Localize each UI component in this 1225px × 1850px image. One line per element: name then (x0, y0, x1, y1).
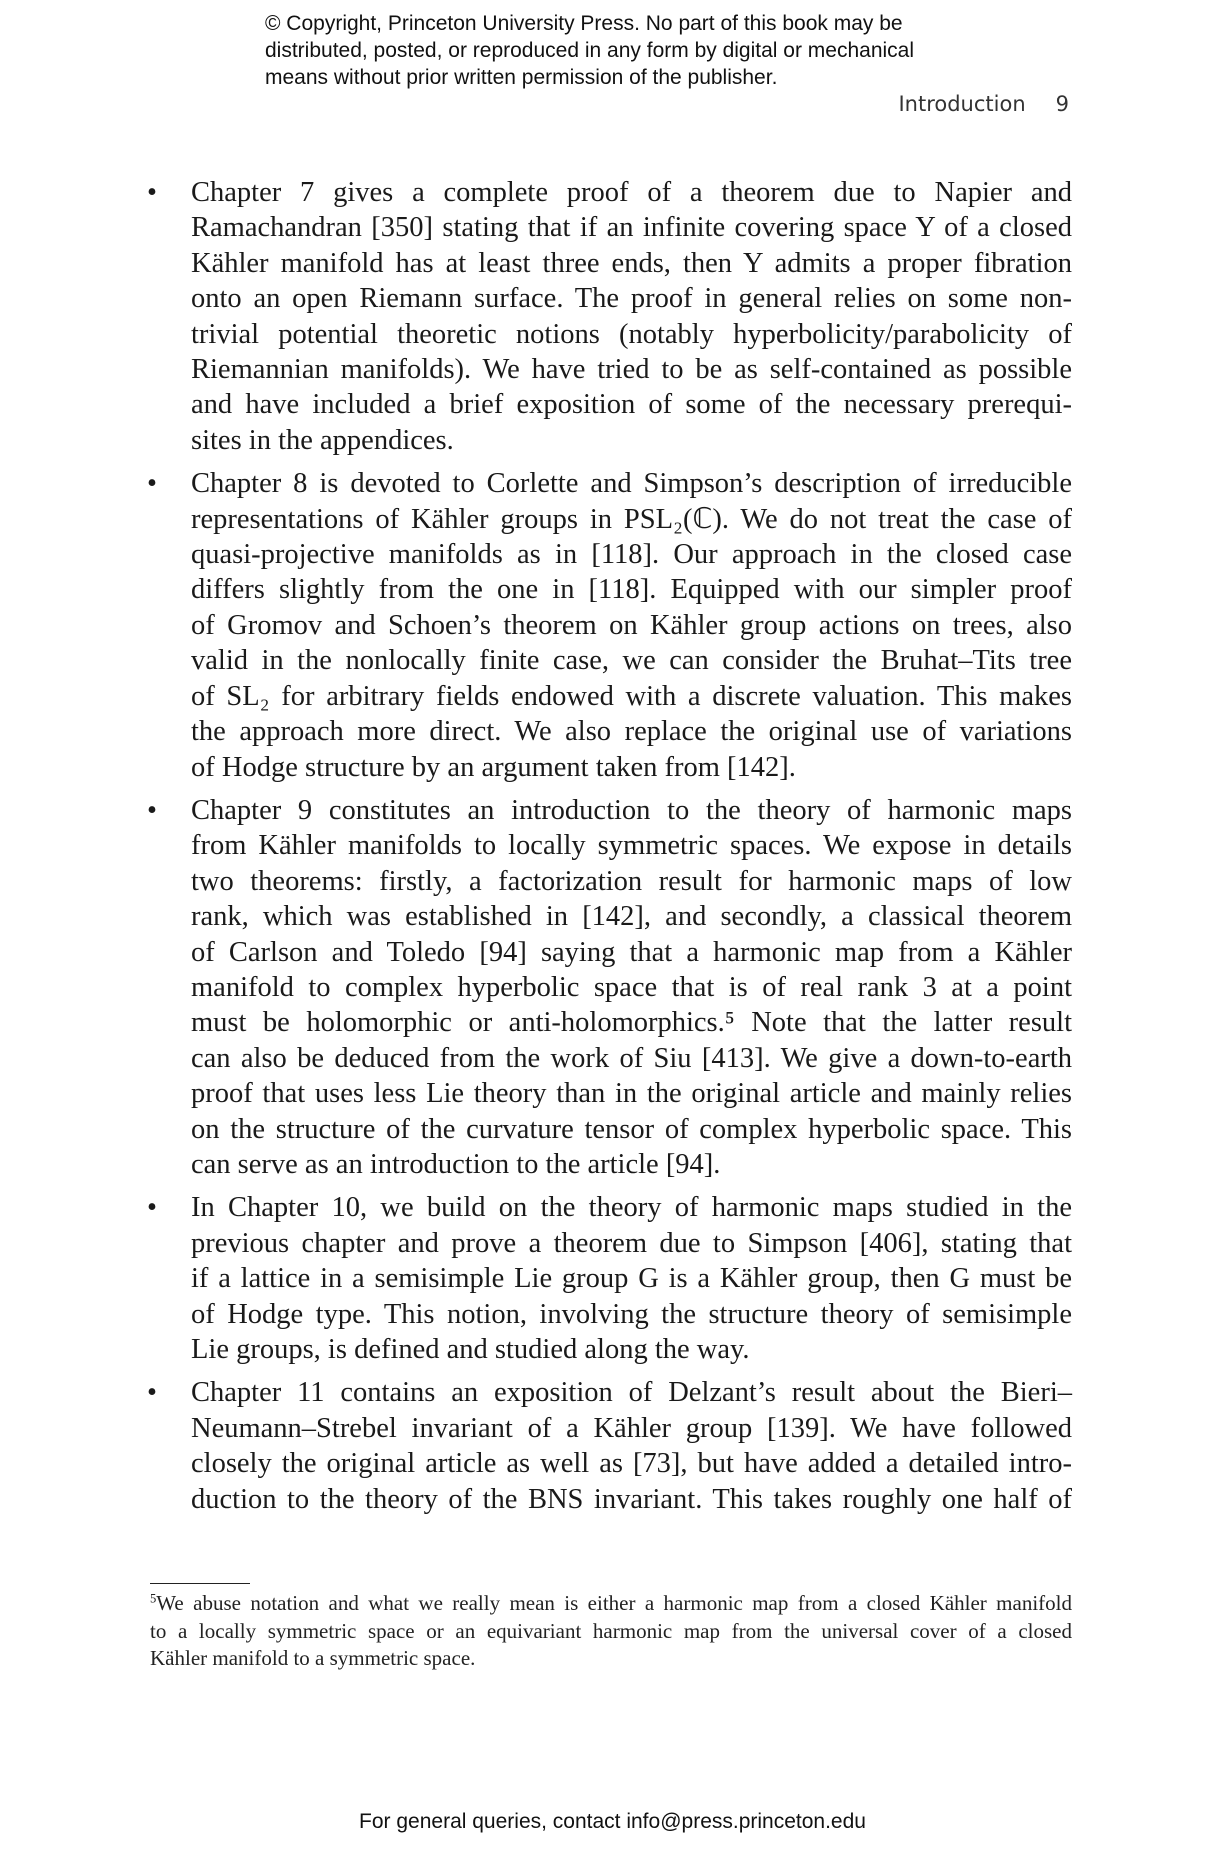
footnote-line: Kähler manifold to a symmetric space. (150, 1646, 476, 1670)
copyright-notice (265, 10, 1025, 91)
bullet-icon: • (147, 1192, 157, 1224)
text-line: of SL₂ for arbitrary fields endowed with a discrete valuation. This makes (191, 680, 1072, 712)
text-line: representations of Kähler groups in PSL₂(ℂ). We do not treat the case of (191, 503, 1072, 535)
text-line: quasi-projective manifolds as in [118]. Our approach in the closed case (191, 539, 1072, 571)
text-line: onto an open Riemann surface. The proof in general relies on some non- (191, 283, 1072, 315)
text-line: proof that uses less Lie theory than in the original article and mainly relies (191, 1078, 1072, 1110)
footer-contact: For general queries, contact info@press.princeton.edu (359, 1810, 866, 1833)
text-line: duction to the theory of the BNS invariant. This takes roughly one half of (191, 1483, 1072, 1515)
list-item-chapter-9 (147, 793, 1072, 1182)
bullet-icon: • (147, 794, 157, 826)
text-line: sites in the appendices. (191, 424, 454, 456)
text-line: Chapter 11 contains an exposition of Delzant’s result about the Bieri– (191, 1377, 1072, 1409)
text-line: from Kähler manifolds to locally symmetric spaces. We expose in details (191, 830, 1072, 862)
list-item-chapter-11 (147, 1375, 1072, 1517)
copyright-line: © Copyright, Princeton University Press. No part of this book may be (265, 12, 903, 35)
text-line: if a lattice in a semisimple Lie group G is a Kähler group, then G must be (191, 1263, 1072, 1295)
text-line: differs slightly from the one in [118]. Equipped with our simpler proof (191, 574, 1072, 606)
text-line: Chapter 9 constitutes an introduction to the theory of harmonic maps (191, 794, 1072, 826)
footnote-line (150, 1590, 1072, 1618)
list-item-chapter-7 (147, 175, 1072, 458)
text-line: Neumann–Strebel invariant of a Kähler group [139]. We have followed (191, 1412, 1072, 1444)
text-line: must be holomorphic or anti-holomorphics.⁵ Note that the latter result (191, 1007, 1072, 1039)
bullet-icon: • (147, 468, 157, 500)
footnote-line: to a locally symmetric space or an equivariant harmonic map from the universal cover of a closed (150, 1618, 1072, 1643)
text-line: of Hodge structure by an argument taken from [142]. (191, 751, 796, 783)
text-line: can serve as an introduction to the article [94]. (191, 1148, 721, 1180)
text-line: on the structure of the curvature tensor of complex hyperbolic space. This (191, 1113, 1072, 1145)
text-line: Ramachandran [350] stating that if an infinite covering space Y of a closed (191, 212, 1072, 244)
text-line: Riemannian manifolds). We have tried to be as self-contained as possible (191, 354, 1072, 386)
bullet-icon: • (147, 177, 157, 208)
text-line: rank, which was established in [142], and secondly, a classical theorem (191, 901, 1072, 933)
text-line: previous chapter and prove a theorem due to Simpson [406], stating that (191, 1227, 1072, 1259)
footnote-divider (150, 1583, 250, 1584)
footnote (150, 1590, 1072, 1673)
text-line: the approach more direct. We also replace the original use of variations (191, 716, 1072, 748)
list-item-chapter-10 (147, 1190, 1072, 1367)
text-line: manifold to complex hyperbolic space that is of real rank 3 at a point (191, 971, 1072, 1003)
text-line: of Hodge type. This notion, involving the structure theory of semisimple (191, 1298, 1072, 1330)
list-item-chapter-8 (147, 466, 1072, 785)
page-number: 9 (1055, 92, 1069, 116)
text-line: Chapter 7 gives a complete proof of a theorem due to Napier and (191, 177, 1072, 208)
text-line: In Chapter 10, we build on the theory of harmonic maps studied in the (191, 1192, 1072, 1224)
text-line: trivial potential theoretic notions (notably hyperbolicity/parabolicity of (191, 318, 1072, 350)
copyright-line: means without prior written permission of the publisher. (265, 66, 778, 89)
copyright-line: distributed, posted, or reproduced in any form by digital or mechanical (265, 39, 915, 62)
text-line: of Carlson and Toledo [94] saying that a harmonic map from a Kähler (191, 936, 1072, 968)
bullet-icon: • (147, 1377, 157, 1409)
text-line: Chapter 8 is devoted to Corlette and Simpson’s description of irreducible (191, 468, 1072, 500)
text-line: and have included a brief exposition of some of the necessary prerequi- (191, 389, 1072, 421)
main-text (147, 175, 1072, 1525)
running-head-title: Introduction (898, 92, 1026, 116)
text-line: Lie groups, is defined and studied along the way. (191, 1334, 750, 1365)
text-line: of Gromov and Schoen’s theorem on Kähler group actions on trees, also (191, 609, 1072, 641)
text-line: Kähler manifold has at least three ends, then Y admits a proper fibration (191, 247, 1072, 279)
running-head (898, 92, 1069, 116)
text-line: valid in the nonlocally finite case, we can consider the Bruhat–Tits tree (191, 645, 1072, 677)
text-line: can also be deduced from the work of Siu [413]. We give a down-to-earth (191, 1042, 1072, 1074)
text-line: closely the original article as well as [73], but have added a detailed intro- (191, 1448, 1072, 1480)
footnote-text: We abuse notation and what we really mean is either a harmonic map from a closed Kähler manifold (156, 1591, 1072, 1615)
footnote-marker: 5 (150, 1591, 157, 1606)
text-line: two theorems: firstly, a factorization result for harmonic maps of low (191, 865, 1072, 897)
